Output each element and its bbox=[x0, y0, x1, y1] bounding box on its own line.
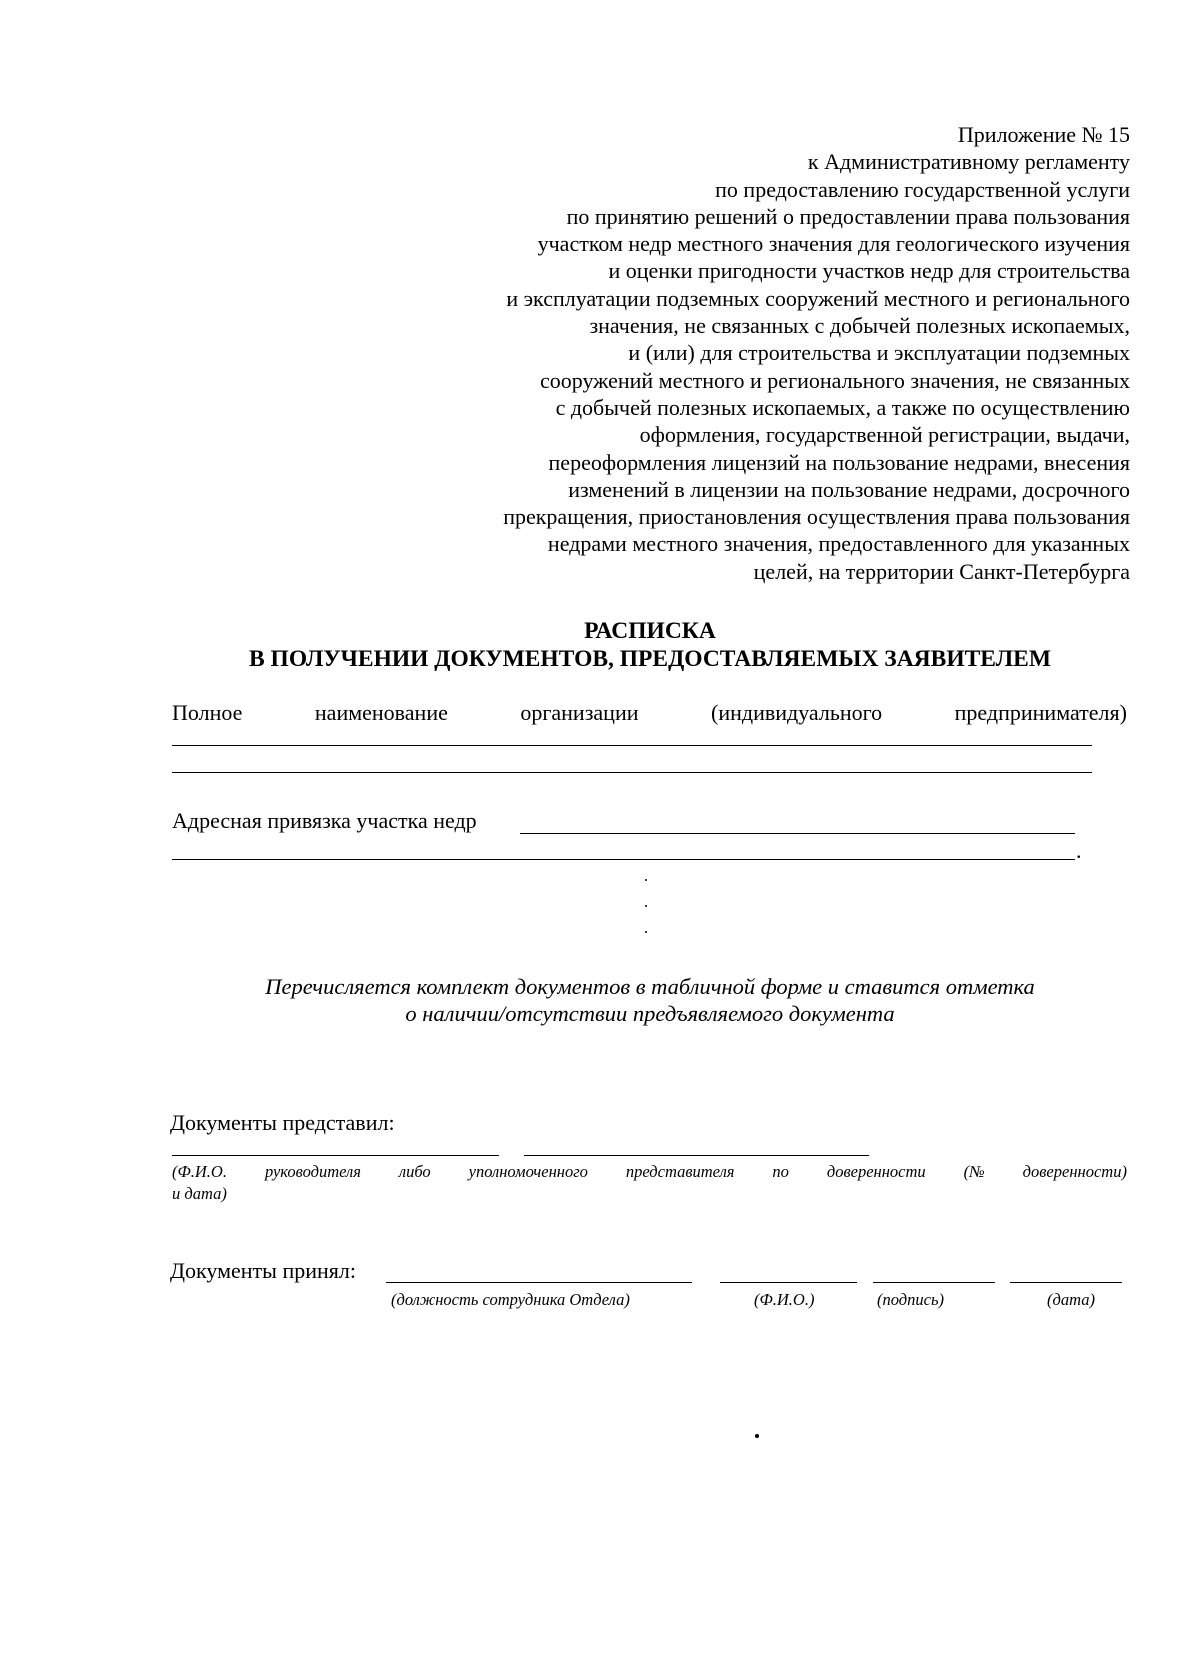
submitted-label: Документы представил: bbox=[170, 1110, 395, 1135]
instruction-note-line-1: Перечисляется комплект документов в табличной форме и ставится отметка bbox=[265, 974, 1035, 999]
accepted-signature-line bbox=[873, 1282, 995, 1283]
appendix-line: значения, не связанных с добычей полезных ископаемых, bbox=[589, 313, 1130, 339]
submitted-caption-word: либо bbox=[398, 1162, 431, 1181]
appendix-line: прекращения, приостановления осуществления права пользования bbox=[503, 504, 1130, 530]
org-name-word: Полное bbox=[172, 700, 243, 725]
org-name-word: наименование bbox=[314, 700, 448, 725]
appendix-line: по предоставлению государственной услуги bbox=[715, 176, 1130, 202]
appendix-line: изменений в лицензии на пользование недрами, досрочного bbox=[568, 476, 1130, 502]
accepted-label: Документы принял: bbox=[170, 1258, 356, 1283]
submitted-caption-word: (Ф.И.О. bbox=[172, 1162, 227, 1181]
accepted-name-line bbox=[720, 1282, 857, 1283]
document-title: РАСПИСКА bbox=[584, 618, 716, 644]
org-name-word: предпринимателя) bbox=[954, 700, 1127, 725]
appendix-line: сооружений местного и регионального значения, не связанных bbox=[539, 367, 1130, 393]
org-name-line-1 bbox=[172, 745, 1092, 746]
signature-caption: (подпись) bbox=[877, 1290, 944, 1309]
address-line-1 bbox=[520, 833, 1075, 834]
appendix-line: к Административному регламенту bbox=[807, 149, 1130, 175]
submitted-caption-word: представителя bbox=[625, 1162, 735, 1181]
ellipsis-dot bbox=[645, 931, 647, 933]
submitted-caption-word: доверенности bbox=[826, 1162, 926, 1181]
submitted-caption-word: (№ bbox=[963, 1162, 985, 1181]
appendix-line: и оценки пригодности участков недр для строительства bbox=[608, 258, 1130, 284]
appendix-line: и (или) для строительства и эксплуатации подземных bbox=[628, 340, 1130, 366]
ellipsis-dot bbox=[645, 905, 647, 907]
appendix-line: с добычей полезных ископаемых, а также по осуществлению bbox=[555, 394, 1130, 420]
appendix-line: по принятию решений о предоставлении права пользования bbox=[566, 203, 1130, 229]
name-caption: (Ф.И.О.) bbox=[754, 1290, 815, 1309]
submitted-caption-word: уполномоченного bbox=[468, 1162, 588, 1181]
submitted-caption-word: доверенности) bbox=[1022, 1162, 1127, 1181]
document-subtitle: В ПОЛУЧЕНИИ ДОКУМЕНТОВ, ПРЕДОСТАВЛЯЕМЫХ ЗАЯВИТЕЛЕМ bbox=[248, 646, 1052, 672]
address-line-2 bbox=[172, 859, 1075, 860]
ellipsis-dot bbox=[645, 879, 647, 881]
appendix-line: переоформления лицензий на пользование недрами, внесения bbox=[548, 449, 1130, 475]
accepted-date-line bbox=[1010, 1282, 1122, 1283]
submitted-caption-word: руководителя bbox=[264, 1162, 361, 1181]
org-name-word: (индивидуального bbox=[711, 700, 883, 725]
submitted-caption-word: по bbox=[772, 1162, 789, 1181]
submitted-line-2 bbox=[524, 1155, 869, 1156]
appendix-line: целей, на территории Санкт-Петербурга bbox=[753, 558, 1130, 584]
date-caption: (дата) bbox=[1047, 1290, 1095, 1309]
org-name-word: организации bbox=[520, 700, 639, 725]
submitted-line-1 bbox=[172, 1155, 499, 1156]
submitted-caption-tail: и дата) bbox=[172, 1184, 227, 1203]
appendix-line: участком недр местного значения для геологического изучения bbox=[537, 231, 1130, 257]
appendix-line: Приложение № 15 bbox=[957, 122, 1130, 147]
instruction-note-line-2: о наличии/отсутствии предъявляемого документа bbox=[405, 1001, 895, 1026]
org-name-label bbox=[172, 700, 1127, 726]
submitted-caption bbox=[172, 1162, 1127, 1182]
appendix-line: и эксплуатации подземных сооружений местного и регионального bbox=[506, 285, 1130, 311]
position-caption: (должность сотрудника Отдела) bbox=[391, 1290, 630, 1309]
appendix-line: оформления, государственной регистрации, выдачи, bbox=[639, 422, 1130, 448]
appendix-header bbox=[370, 121, 1130, 585]
address-end-mark: . bbox=[1076, 838, 1082, 863]
org-name-line-2 bbox=[172, 772, 1092, 773]
accepted-position-line bbox=[386, 1282, 692, 1283]
address-label: Адресная привязка участка недр bbox=[172, 808, 477, 833]
appendix-line: недрами местного значения, предоставленного для указанных bbox=[547, 531, 1130, 557]
stray-dot bbox=[755, 1434, 759, 1438]
